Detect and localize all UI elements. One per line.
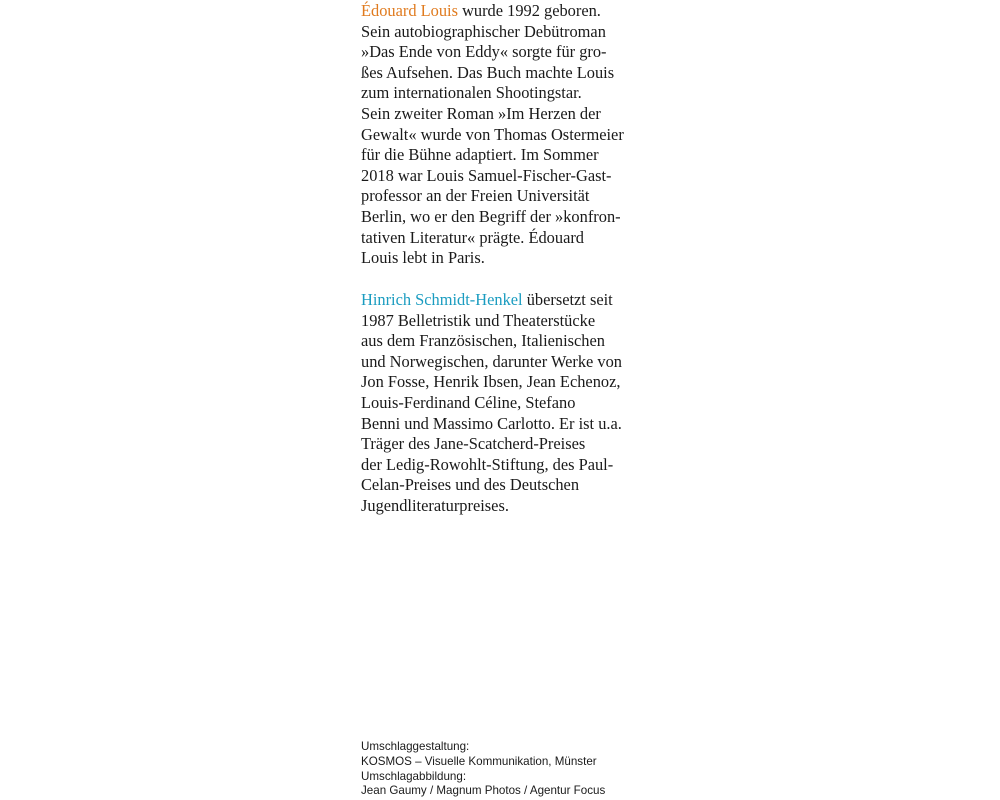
author-bio-line: Sein autobiographischer Debütroman xyxy=(361,21,606,41)
translator-bio-line xyxy=(361,290,651,311)
author-bio-text: wurde 1992 geboren. xyxy=(457,1,601,20)
author-bio-line: Berlin, wo er den Begriff der »konfron- xyxy=(361,206,621,226)
translator-bio-line: Louis-Ferdinand Céline, Stefano xyxy=(361,392,576,412)
cover-credits xyxy=(361,740,605,799)
author-name: Édouard Louis xyxy=(361,1,458,20)
author-bio-line: ßes Aufsehen. Das Buch machte Louis xyxy=(361,62,615,82)
translator-bio-line: Benni und Massimo Carlotto. Er ist u.a. xyxy=(361,413,622,433)
translator-bio-text: übersetzt seit xyxy=(522,290,613,309)
author-bio-line: tativen Literatur« prägte. Édouard xyxy=(361,227,585,247)
translator-bio-line: Jugendliteraturpreises. xyxy=(361,495,509,515)
author-bio xyxy=(361,1,651,269)
translator-bio-line: Celan-Preises und des Deutschen xyxy=(361,475,580,495)
translator-bio-line: der Ledig-Rowohlt-Stiftung, des Paul- xyxy=(361,454,614,474)
author-bio-line: Gewalt« wurde von Thomas Ostermeier xyxy=(361,124,624,144)
translator-bio-line: und Norwegischen, darunter Werke von xyxy=(361,351,623,371)
author-bio-line: Louis lebt in Paris. xyxy=(361,248,485,268)
cover-design-value: KOSMOS – Visuelle Kommunikation, Münster xyxy=(361,754,597,768)
author-bio-line: professor an der Freien Universität xyxy=(361,186,590,206)
translator-bio-line: Träger des Jane-Scatcherd-Preises xyxy=(361,434,586,454)
cover-design-label: Umschlaggestaltung: xyxy=(361,740,470,753)
cover-image-value: Jean Gaumy / Magnum Photos / Agentur Focus xyxy=(361,784,606,798)
author-bio-line: für die Bühne adaptiert. Im Sommer xyxy=(361,145,599,165)
author-bio-line: Sein zweiter Roman »Im Herzen der xyxy=(361,103,601,123)
translator-name: Hinrich Schmidt-Henkel xyxy=(361,290,523,309)
author-bio-line: zum internationalen Shootingstar. xyxy=(361,83,582,103)
translator-bio-line: Jon Fosse, Henrik Ibsen, Jean Echenoz, xyxy=(361,372,621,392)
author-bio-line xyxy=(361,1,651,22)
author-bio-line: »Das Ende von Eddy« sorgte für gro- xyxy=(361,42,607,62)
translator-bio xyxy=(361,290,651,517)
translator-bio-line: 1987 Belletristik und Theaterstücke xyxy=(361,310,596,330)
author-bio-line: 2018 war Louis Samuel-Fischer-Gast- xyxy=(361,165,612,185)
translator-bio-line: aus dem Französischen, Italienischen xyxy=(361,331,605,351)
cover-image-label: Umschlagabbildung: xyxy=(361,769,467,783)
